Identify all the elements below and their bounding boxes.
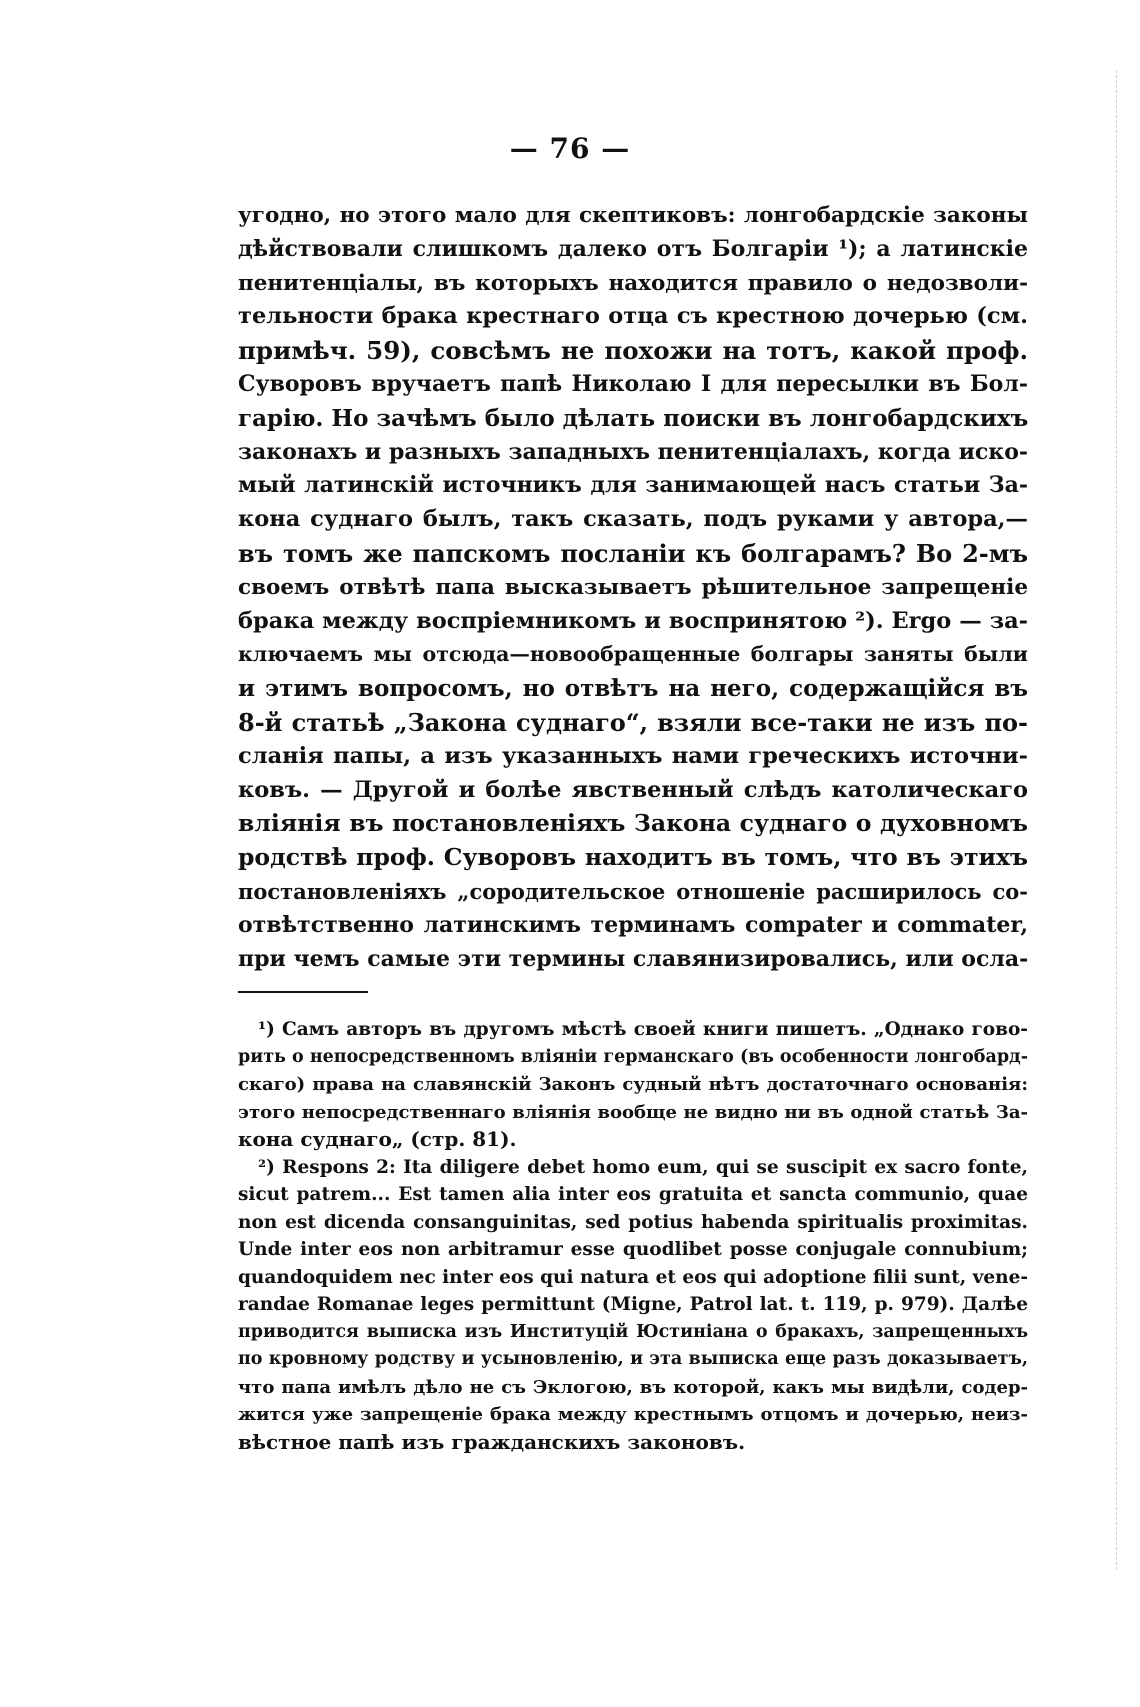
text-line: Суворовъ вручаетъ папѣ Николаю I для пересылки въ Бол-	[238, 370, 1028, 397]
footnote-line: quandoquidem nec inter eos qui natura et eos qui adoptione filii sunt, vene-	[238, 1266, 1028, 1288]
footnote-line: randae Romanae leges permittunt (Migne, Patrol lat. t. 119, p. 979). Далѣе	[238, 1294, 1028, 1315]
footnote-line: что папа имѣлъ дѣло не съ Эклогою, въ которой, какъ мы видѣли, содер-	[238, 1376, 1028, 1398]
footnote-line: по кровному родству и усыновленію, и эта выписка еще разъ доказываетъ,	[238, 1349, 1028, 1369]
footnote-line: ¹) Самъ авторъ въ другомъ мѣстѣ своей книги пишетъ. „Однако гово-	[258, 1019, 1028, 1040]
text-line: родствѣ проф. Суворовъ находитъ въ томъ, что въ этихъ	[238, 843, 1028, 872]
text-line: и этимъ вопросомъ, но отвѣтъ на него, содержащійся въ	[238, 675, 1028, 703]
footnote-line: рить о непосредственномъ вліяніи германскаго (въ особенности лонгобард-	[238, 1046, 1028, 1067]
footnote-line: жится уже запрещеніе брака между крестнымъ отцомъ и дочерью, неиз-	[238, 1404, 1028, 1425]
text-line: сланія папы, а изъ указанныхъ нами греческихъ источни-	[238, 742, 1028, 769]
text-line: брака между воспріемникомъ и воспринятою ²). Ergo — за-	[238, 607, 1028, 634]
text-line: при чемъ самые эти термины славянизировались, или осла-	[238, 945, 1028, 972]
text-line: ковъ. — Другой и болѣе явственный слѣдъ католическаго	[238, 776, 1028, 803]
text-line: дѣйствовали слишкомъ далеко отъ Болгаріи ¹); а латинскіе	[238, 235, 1028, 262]
page-number: — 76 —	[509, 132, 631, 165]
main-text	[238, 199, 1028, 976]
footnote-line: этого непосредственнаго вліянія вообще не видно ни въ одной статьѣ За-	[238, 1101, 1028, 1123]
footnote-line: вѣстное папѣ изъ гражданскихъ законовъ.	[238, 1429, 746, 1454]
text-line: тельности брака крестнаго отца съ крестною дочерью (см.	[238, 303, 1028, 330]
text-line: законахъ и разныхъ западныхъ пенитенціалахъ, когда иско-	[238, 438, 1028, 465]
footnote-line: кона суднаго„ (стр. 81).	[238, 1127, 517, 1151]
text-line: примѣч. 59), совсѣмъ не похожи на тотъ, какой проф.	[238, 336, 1028, 366]
footnote-line: ²) Respons 2: Ita diligere debet homo eum, qui se suscipit ex sacro fonte,	[258, 1156, 1028, 1178]
footnote-line: non est dicenda consanguinitas, sed potius habenda spiritualis proximitas.	[238, 1211, 1028, 1233]
text-line: въ томъ же папскомъ посланіи къ болгарамъ? Во 2-мъ	[238, 538, 1028, 568]
text-line: угодно, но этого мало для скептиковъ: лонгобардскіе законы	[238, 203, 1028, 228]
footnote-line: приводится выписка изъ Институцій Юстиніана о бракахъ, запрещенныхъ	[238, 1321, 1028, 1342]
footnote-line: sicut patrem... Est tamen alia inter eos gratuita et sancta communio, quae	[238, 1184, 1028, 1205]
footnote-line: скаго) права на славянскій Законъ судный нѣтъ достаточнаго основанія:	[238, 1074, 1028, 1095]
text-line: мый латинскій источникъ для занимающей насъ статьи За-	[238, 472, 1028, 499]
text-line: отвѣтственно латинскимъ терминамъ compater и commater,	[238, 911, 1028, 938]
footnote-separator	[238, 991, 368, 993]
text-line: пенитенціалы, въ которыхъ находится правило о недозволи-	[238, 270, 1028, 296]
footnote-line: Unde inter eos non arbitramur esse quodlibet posse conjugale connubium;	[238, 1239, 1028, 1260]
text-line: вліянія въ постановленіяхъ Закона суднаго о духовномъ	[238, 809, 1028, 838]
text-line: гарію. Но зачѣмъ было дѣлать поиски въ лонгобардскихъ	[238, 404, 1028, 432]
text-line: 8-й статьѣ „Закона суднаго“, взяли все-таки не изъ по-	[238, 707, 1028, 737]
text-line: ключаемъ мы отсюда—новообращенные болгары заняты были	[238, 642, 1028, 667]
text-line: кона суднаго былъ, такъ сказать, подъ руками у автора,—	[238, 506, 1028, 533]
scan-edge-line	[1116, 70, 1118, 1570]
text-line: постановленіяхъ „сородительское отношеніе расширилось со-	[238, 878, 1028, 904]
footnotes	[238, 1016, 1028, 1456]
text-line: своемъ отвѣтѣ папа высказываетъ рѣшительное запрещеніе	[238, 574, 1028, 600]
